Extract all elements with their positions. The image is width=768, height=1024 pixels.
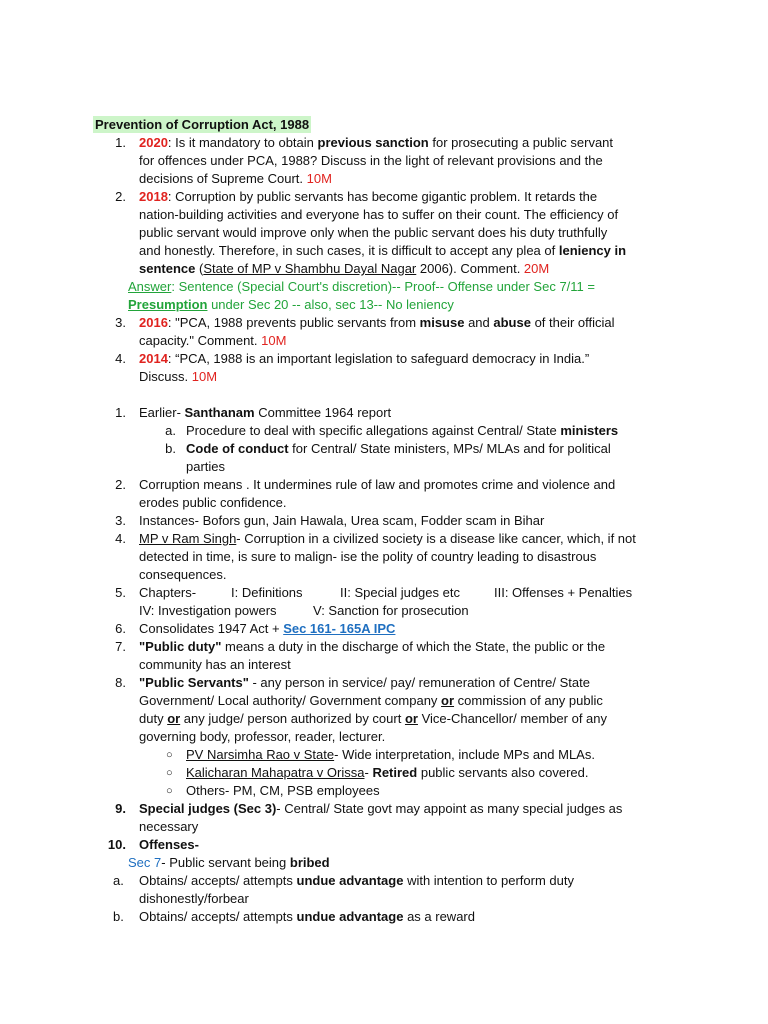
- note-9-line-2: necessary: [139, 819, 199, 834]
- question-2020-line-2: for offences under PCA, 1988? Discuss in the light of relevant provisions and the: [139, 153, 603, 168]
- list-number: 3.: [115, 513, 126, 528]
- question-2018-line-5: sentence (State of MP v Shambhu Dayal Nagar 2006). Comment. 20M: [139, 261, 550, 276]
- note-4-line-3: consequences.: [139, 567, 227, 582]
- question-2020-line-3: decisions of Supreme Court. 10M: [139, 171, 332, 186]
- note-2-line-2: erodes public confidence.: [139, 495, 287, 510]
- question-2020-line-1: 2020: Is it mandatory to obtain previous sanction for prosecuting a public servant: [139, 135, 614, 150]
- note-8-sub-1: PV Narsimha Rao v State- Wide interpretation, include MPs and MLAs.: [186, 747, 595, 762]
- chapters-label: Chapters-: [139, 585, 197, 600]
- list-number: 4.: [115, 351, 126, 366]
- note-9-line-1: Special judges (Sec 3)- Central/ State govt may appoint as many special judges as: [139, 801, 623, 816]
- list-number: 6.: [115, 621, 126, 636]
- list-letter: b.: [165, 441, 176, 456]
- list-number: 1.: [115, 135, 126, 150]
- chapter-v: V: Sanction for prosecution: [313, 603, 469, 618]
- list-number: 1.: [115, 405, 126, 420]
- ipc-link[interactable]: Sec 161- 165A IPC: [283, 621, 396, 636]
- question-2016-line-2: capacity." Comment. 10M: [139, 333, 287, 348]
- note-1: Earlier- Santhanam Committee 1964 report: [139, 405, 392, 420]
- question-2018-line-1: 2018: Corruption by public servants has become gigantic problem. It retards the: [139, 189, 598, 204]
- chapter-iv: IV: Investigation powers: [139, 603, 277, 618]
- list-number: 2.: [115, 477, 126, 492]
- bullet-icon: ○: [166, 749, 173, 761]
- list-number: 8.: [115, 675, 126, 690]
- question-2014-line-2: Discuss. 10M: [139, 369, 218, 384]
- note-1b: Code of conduct for Central/ State ministers, MPs/ MLAs and for political: [186, 441, 611, 456]
- note-8-sub-3: Others- PM, CM, PSB employees: [186, 783, 380, 798]
- list-number: 5.: [115, 585, 126, 600]
- question-2018-line-2: nation-building activities and everyone has to suffer on their count. The efficiency of: [139, 207, 619, 222]
- list-number: 7.: [115, 639, 126, 654]
- note-7-line-2: community has an interest: [139, 657, 291, 672]
- answer-line-1: Answer: Sentence (Special Court's discretion)-- Proof-- Offense under Sec 7/11 =: [128, 279, 595, 294]
- bullet-icon: ○: [166, 767, 173, 779]
- list-letter: b.: [113, 909, 124, 924]
- note-8-line-2: Government/ Local authority/ Government company or commission of any public: [139, 693, 603, 708]
- note-8-line-1: "Public Servants" - any person in service/ pay/ remuneration of Centre/ State: [139, 675, 590, 690]
- list-letter: a.: [165, 423, 176, 438]
- note-1b-line-2: parties: [186, 459, 226, 474]
- sec-7-heading: Sec 7- Public servant being bribed: [128, 855, 330, 870]
- question-2018-line-4: and honestly. Therefore, in such cases, it is difficult to accept any plea of leniency in: [139, 243, 627, 258]
- note-4-line-2: detected in time, is sure to malign- ise the polity of country leading to disastrous: [139, 549, 597, 564]
- answer-line-2: Presumption under Sec 20 -- also, sec 13-- No leniency: [128, 297, 454, 312]
- note-8-line-4: governing body, professor, reader, lecturer.: [139, 729, 386, 744]
- question-2018-line-3: public servant would improve only when the public servant does his duty truthfully: [139, 225, 608, 240]
- list-letter: a.: [113, 873, 124, 888]
- question-2016-line-1: 2016: "PCA, 1988 prevents public servants from misuse and abuse of their official: [139, 315, 615, 330]
- chapter-iii: III: Offenses + Penalties: [494, 585, 633, 600]
- note-3: Instances- Bofors gun, Jain Hawala, Urea scam, Fodder scam in Bihar: [139, 513, 545, 528]
- list-number: 10.: [107, 837, 126, 852]
- offense-a-line-2: dishonestly/forbear: [139, 891, 249, 906]
- note-2-line-1: Corruption means . It undermines rule of law and promotes crime and violence and: [139, 477, 616, 492]
- question-2014-line-1: 2014: “PCA, 1988 is an important legislation to safeguard democracy in India.”: [139, 351, 590, 366]
- page-title: Prevention of Corruption Act, 1988: [95, 117, 310, 132]
- list-number: 9.: [115, 801, 126, 816]
- note-4-line-1: MP v Ram Singh- Corruption in a civilized society is a disease like cancer, which, if not: [139, 531, 636, 546]
- list-number: 4.: [115, 531, 126, 546]
- chapter-i: I: Definitions: [231, 585, 303, 600]
- note-7-line-1: "Public duty" means a duty in the discharge of which the State, the public or the: [139, 639, 606, 654]
- list-number: 2.: [115, 189, 126, 204]
- note-8-sub-2: Kalicharan Mahapatra v Orissa- Retired public servants also covered.: [186, 765, 589, 780]
- list-number: 3.: [115, 315, 126, 330]
- offense-b: Obtains/ accepts/ attempts undue advantage as a reward: [139, 909, 475, 924]
- chapter-ii: II: Special judges etc: [340, 585, 460, 600]
- bullet-icon: ○: [166, 785, 173, 797]
- note-10: Offenses-: [139, 837, 199, 852]
- offense-a-line-1: Obtains/ accepts/ attempts undue advantage with intention to perform duty: [139, 873, 574, 888]
- note-1a: Procedure to deal with specific allegations against Central/ State ministers: [186, 423, 619, 438]
- note-6: Consolidates 1947 Act + Sec 161- 165A IPC: [139, 621, 396, 636]
- note-8-line-3: duty or any judge/ person authorized by court or Vice-Chancellor/ member of any: [139, 711, 608, 726]
